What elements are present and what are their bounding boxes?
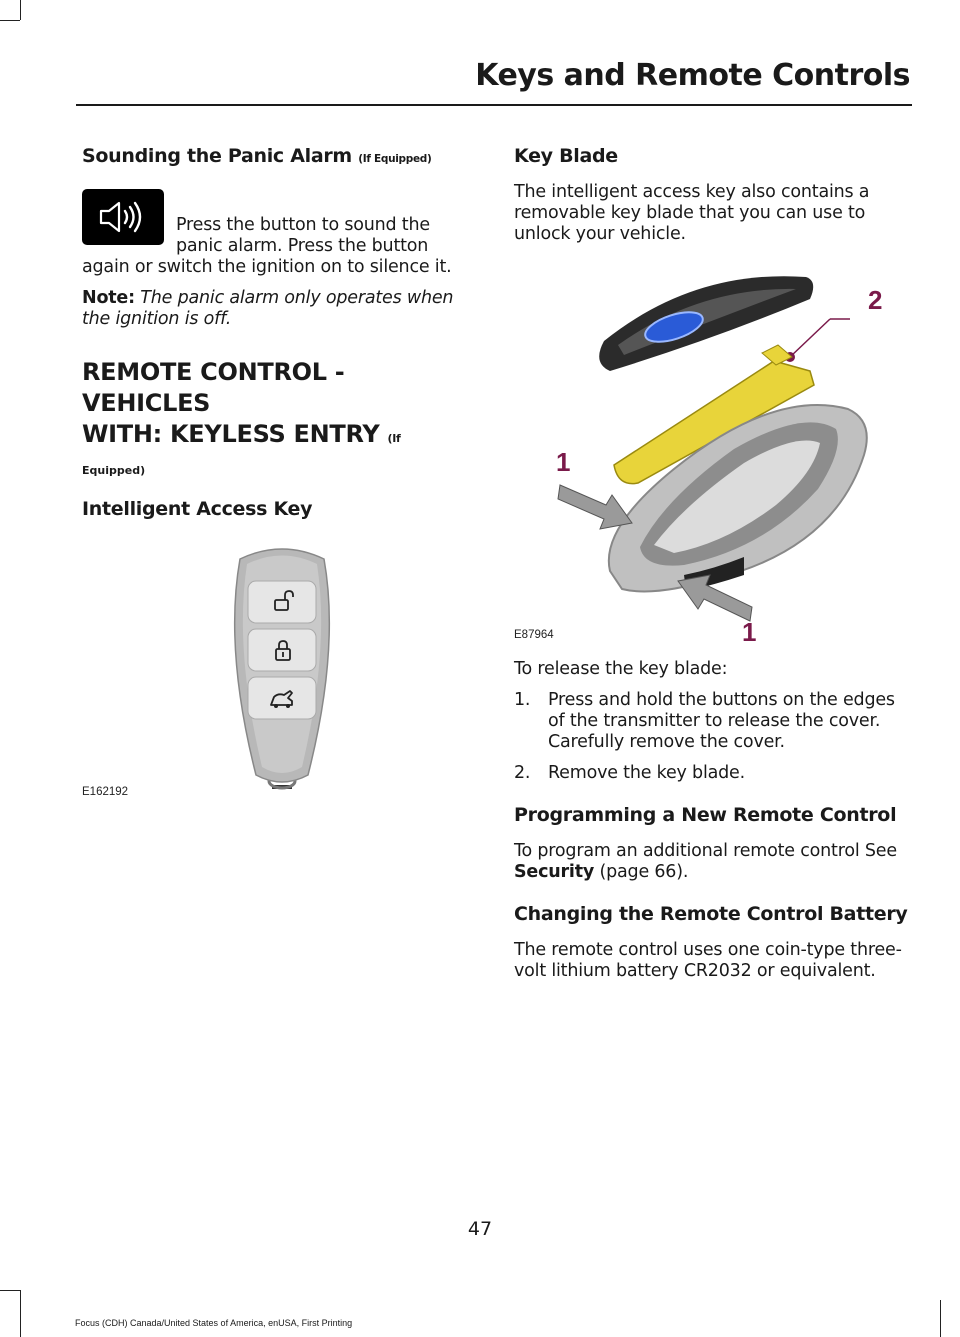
crop-mark: [20, 0, 21, 20]
crop-mark: [20, 1290, 21, 1337]
programming-text: To program an additional remote control See Security (page 66).: [514, 841, 897, 882]
callout-1-left: 1: [556, 447, 571, 477]
header-rule: [76, 104, 912, 106]
list-item: 2. Remove the key blade.: [514, 763, 745, 783]
key-blade-heading: Key Blade: [514, 145, 618, 167]
battery-text: The remote control uses one coin-type three-volt lithium battery CR2032 or equivalent.: [514, 940, 902, 981]
key-blade-text: The intelligent access key also contains a removable key blade that you can use to unlock your vehicle.: [514, 182, 870, 244]
footer-info: Focus (CDH) Canada/United States of America, enUSA, First Printing: [75, 1318, 353, 1328]
page-header-title: Keys and Remote Controls: [475, 58, 910, 93]
callout-1-bottom: 1: [742, 617, 757, 647]
callout-2: 2: [868, 285, 883, 315]
security-link[interactable]: Security: [514, 862, 595, 882]
speaker-sound-icon: [82, 189, 164, 245]
panic-heading-suffix: (If Equipped): [358, 153, 432, 165]
intelligent-key-figure: [82, 539, 474, 809]
lock-icon: [272, 639, 294, 667]
right-column: [514, 145, 910, 982]
crop-mark: [0, 1290, 20, 1291]
figure-code: E87964: [514, 629, 554, 641]
list-item: 1. Press and hold the buttons on the edges of the transmitter to release the cover. Carefully remove the cover.: [514, 690, 895, 752]
crop-mark: [940, 1300, 941, 1337]
section-heading-line2: WITH: KEYLESS ENTRY (If: [82, 420, 401, 448]
programming-heading: Programming a New Remote Control: [514, 804, 897, 826]
intelligent-key-heading: Intelligent Access Key: [82, 498, 313, 520]
key-blade-figure: [514, 259, 910, 659]
panic-note: [82, 288, 474, 330]
key-blade-illustration: [514, 259, 910, 659]
release-steps: [514, 690, 910, 784]
section-heading-suffix: (If: [387, 432, 401, 445]
unlock-icon: [272, 589, 294, 617]
page-number: 47: [467, 1218, 493, 1240]
intelligent-key-illustration: [82, 539, 474, 801]
crop-mark: [0, 20, 20, 21]
note-text: The panic alarm only operates when the ignition is off.: [82, 288, 454, 329]
section-heading-suffix2: Equipped): [82, 464, 146, 477]
release-intro: To release the key blade:: [514, 659, 728, 679]
section-heading-line1: REMOTE CONTROL - VEHICLES: [82, 358, 345, 417]
note-label: Note:: [82, 288, 135, 308]
battery-heading: Changing the Remote Control Battery: [514, 903, 908, 925]
section-heading: [82, 357, 474, 477]
left-column: [82, 145, 474, 809]
figure-code: E162192: [82, 786, 129, 798]
panic-alarm-text: Press the button to sound the panic alarm. Press the button again or switch the ignition on to silence it.: [82, 215, 452, 277]
trunk-icon: [268, 687, 296, 715]
panic-alarm-heading: Sounding the Panic Alarm (If Equipped): [82, 145, 432, 167]
